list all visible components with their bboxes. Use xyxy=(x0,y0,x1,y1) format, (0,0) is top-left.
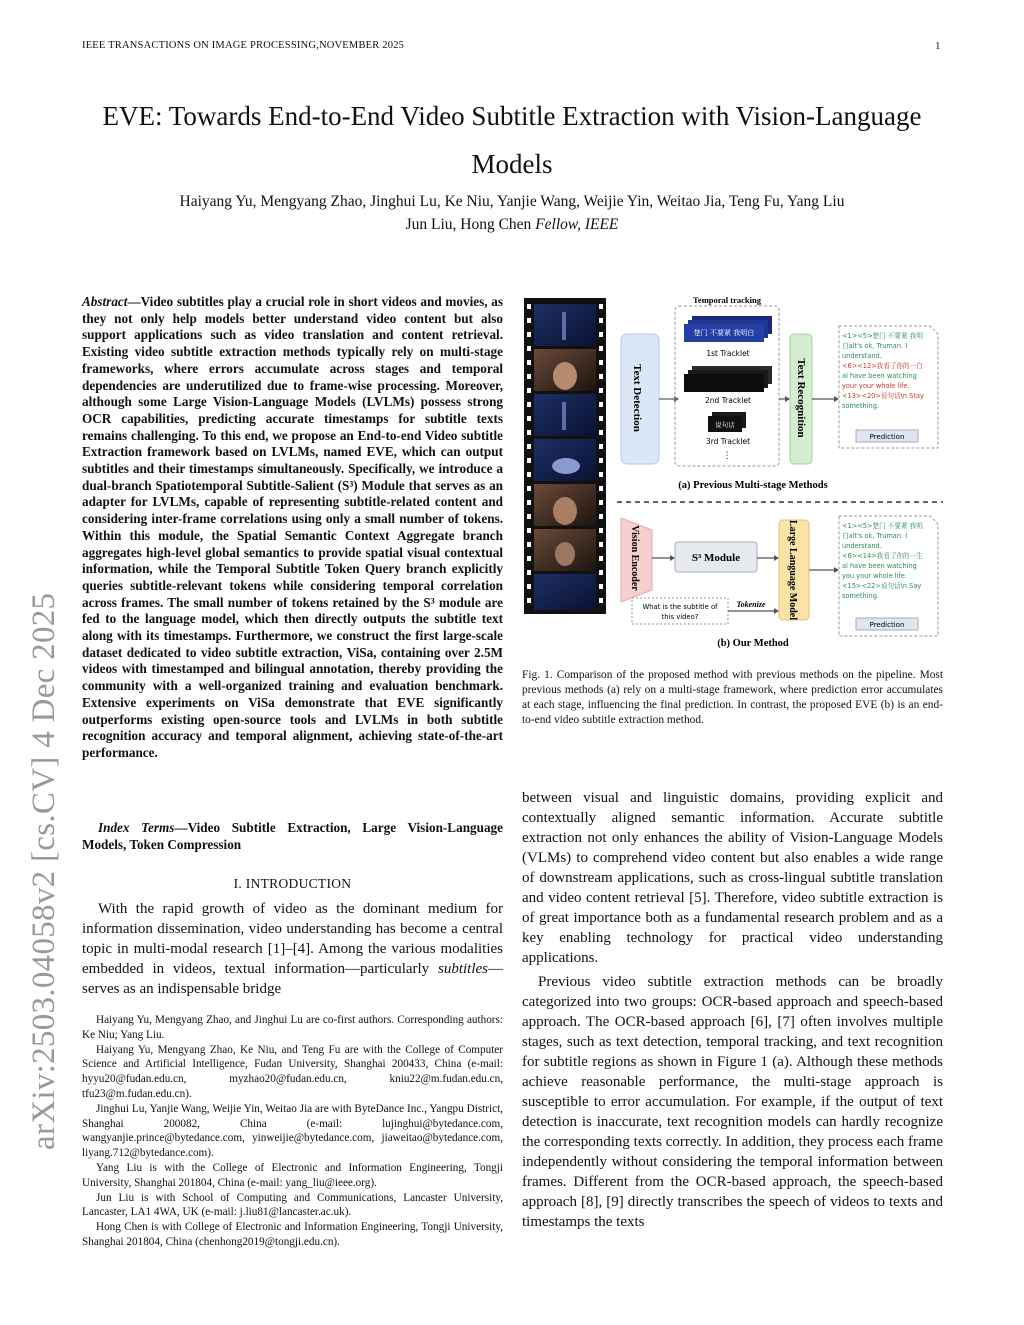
right-column-paragraph-1: between visual and linguistic domains, providing explicit and contextually aligned semantic information. Accurate subtitle extraction not only enhances the ability of Vision-Language Models (VLMs) to comprehend video content but also enables a wide range of downstream applications, such as cross-lingual subtitle translation and video content retrieval [5]. Therefore, video subtitle extraction is of great importance both as a fundamental research problem and as a key enabling technology for practical video understanding applications. xyxy=(522,790,943,966)
abstract-label: Abstract xyxy=(82,294,128,309)
svg-text:something.: something. xyxy=(842,592,880,600)
text-recognition-label: Text Recognition xyxy=(795,358,807,438)
ellipsis: ⋮ xyxy=(722,451,732,461)
tracklet-2-label: 2nd Tracklet xyxy=(705,396,751,405)
index-terms-label: Index Terms xyxy=(98,820,175,835)
llm-label: Large Language Model xyxy=(787,520,798,620)
footnote: Jinghui Lu, Yanjie Wang, Weijie Yin, Weitao Jia are with ByteDance Inc., Yangpu District, Shanghai 200082, China (e-mail: lujinghui@bytedance.com, wangyanjie.prince@bytedance.com, yinweijie@bytedance.com, jiaweitao@bytedance.com, liyang.712@bytedance.com). xyxy=(82,1102,503,1160)
abstract-text: Video subtitles play a crucial role in short videos and movies, as they not only help models better understand video content but also support applications such as video translation and content retrieval. Existing video subtitle extraction methods typically rely on multi-stage frameworks, where errors accumulate across stages and temporal dependencies are underutilized due to frame-wise processing. Moreover, although some Large Vision-Language Models (LVLMs) possess strong OCR capabilities, predicting accurate timestamps for subtitle texts remains challenging. To this end, we propose an End-to-end Video subtitle Extraction framework based on LVLMs, named EVE, which can output subtitles and their timestamps simultaneously. Specifically, we introduce a dual-branch Spatiotemporal Subtitle-Salient (S³) Module that serves as an adapter for LVLMs, capable of representing subtitle-related content and considering inter-frame correlations using only a small number of tokens. Within this module, the Spatial Semantic Context Aggregate branch aggregates high-level global semantics to provide spatial visual contextual information, while the Temporal Subtitle Token Query branch explicitly queries subtitle-relevant tokens while considering temporal correlation across frames. The small number of tokens retained by the S³ module are fed to the language model, which then directly outputs the subtitle text along with its timestamps. Furthermore, we construct the first large-scale dataset dedicated to video subtitle extraction, ViSa, containing over 2.5M videos with timestamped and bilingual annotation, thereby providing the community with a well-organized training and evaluation benchmark. Extensive experiments on ViSa demonstrate that EVE significantly outperforms existing open-source tools and LVLMs in both subtitle recognition accuracy and temporal alignment, achieving state-of-the-art performance. xyxy=(82,294,503,760)
right-column-paragraph-2: Previous video subtitle extraction methods can be broadly categorized into two groups: OCR-based approach and speech-based approach. The OCR-based approach [6], [7] often involves multiple stages, such as text detection, temporal tracking, and text recognition for subtitle regions as shown in Figure 1 (a). Although these methods achieve reasonable performance, the multi-stage approach is susceptible to error accumulation. For example, if the output of text detection is inaccurate, text recognition models can hardly recognize the corresponding texts correctly. In addition, they process each frame independently without considering the temporal information between frames. Different from the OCR-based approach, the speech-based approach [8], [9] directly transcribes the speech of videos to texts and timestamps the texts xyxy=(522,974,943,1230)
fellow-title: Fellow, IEEE xyxy=(535,216,619,233)
svg-text:<6><14>我看了你的一生: <6><14>我看了你的一生 xyxy=(842,552,923,560)
s3-module-label: S³ Module xyxy=(691,552,741,564)
svg-text:understand.: understand. xyxy=(842,542,882,550)
svg-text:<13><20>说句话\n Stay: <13><20>说句话\n Stay xyxy=(842,392,924,400)
index-terms: Index Terms—Video Subtitle Extraction, Large Vision-Language Models, Token Compression xyxy=(82,820,503,852)
question-text: What is the subtitle of xyxy=(642,603,718,611)
svg-text:楚门 不要紧 我明白: 楚门 不要紧 我明白 xyxy=(693,329,755,337)
abstract: Abstract—Video subtitles play a crucial role in short videos and movies, as they not only help models better understand video content but also support applications such as video translation and content retrieval. Existing video subtitle extraction methods typically rely on multi-stage frameworks, where errors accumulate across stages and temporal dependencies are underutilized due to frame-wise processing. Moreover, although some Large Vision-Language Models (LVLMs) possess strong OCR capabilities, predicting accurate timestamps for subtitle texts remains challenging. To this end, we propose an End-to-end Video subtitle Extraction framework based on LVLMs, named EVE, which can output subtitles and their timestamps simultaneously. Specifically, we introduce a dual-branch Spatiotemporal Subtitle-Salient (S³) Module that serves as an adapter for LVLMs, capable of representing subtitle-related content and considering inter-frame correlations using only a small number of tokens. Within this module, the Spatial Semantic Context Aggregate branch aggregates high-level global semantics to provide spatial visual contextual information, while the Temporal Subtitle Token Query branch explicitly queries subtitle-relevant tokens while considering temporal correlation across frames. The small number of tokens retained by the S³ module are fed to the language model, which then directly outputs the subtitle text along with its timestamps. Furthermore, we construct the first large-scale dataset dedicated to video subtitle extraction, ViSa, containing over 2.5M videos with timestamped and bilingual annotation, thereby providing the community with a well-organized training and evaluation benchmark. Extensive experiments on ViSa demonstrate that EVE significantly outperforms existing open-source tools and LVLMs in both subtitle recognition accuracy and temporal alignment, achieving state-of-the-art performance. xyxy=(82,294,503,760)
caption-a: (a) Previous Multi-stage Methods xyxy=(678,480,828,491)
tracklet-3 xyxy=(708,412,746,432)
prediction-card-a xyxy=(839,326,938,448)
film-strip xyxy=(524,298,606,614)
prediction-label-b: Prediction xyxy=(869,621,905,629)
text-detection-label: Text Detection xyxy=(631,364,643,432)
subtitles-emphasis: subtitles xyxy=(437,961,488,977)
figure-1 xyxy=(522,296,943,656)
tokenize-label: Tokenize xyxy=(736,600,766,609)
footnotes xyxy=(82,1013,503,1250)
authors-line-1: Haiyang Yu, Mengyang Zhao, Jinghui Lu, Ke Niu, Yanjie Wang, Weijie Yin, Weitao Jia, Teng Fu, Yang Liu xyxy=(179,193,845,210)
section-heading-introduction: I. INTRODUCTION xyxy=(233,876,352,891)
svg-text:al have been watching: al have been watching xyxy=(842,562,917,570)
svg-text:understand.: understand. xyxy=(842,352,882,360)
tracklet-1 xyxy=(684,316,772,342)
svg-text:<1><5>楚门 不要紧 我明: <1><5>楚门 不要紧 我明 xyxy=(842,332,923,340)
caption-b: (b) Our Method xyxy=(717,638,789,649)
svg-text:白alt's ok, Truman. I: 白alt's ok, Truman. I xyxy=(842,342,908,350)
svg-text:说句话: 说句话 xyxy=(715,421,735,429)
svg-text:<1><5>楚门 不要紧 我明: <1><5>楚门 不要紧 我明 xyxy=(842,522,923,530)
temporal-tracking-label: Temporal tracking xyxy=(693,296,761,305)
question-text: this video? xyxy=(661,613,699,621)
footnote: Hong Chen is with College of Electronic and Information Engineering, Tongji University, Shanghai 201804, China (chenhong2019@tongji.edu.cn). xyxy=(82,1221,503,1248)
footnote: Yang Liu is with the College of Electronic and Information Engineering, Tongji University, Shanghai 201804, China (e-mail: yang_liu@ieee.org). xyxy=(82,1161,503,1189)
page-number: 1 xyxy=(935,40,941,52)
vision-encoder-label: Vision Encoder xyxy=(629,525,640,591)
intro-paragraph: With the rapid growth of video as the dominant medium for information dissemination, video understanding has become a central topic in multi-modal research [1]–[4]. Among the various modalities embedded in videos, textual information—particularly subtitles—serves as an indispensable bridge xyxy=(82,901,503,997)
authors-line-2: Jun Liu, Hong Chen Fellow, IEEE xyxy=(405,216,619,233)
prediction-card-b xyxy=(839,516,938,636)
tracklet-3-label: 3rd Tracklet xyxy=(705,437,751,446)
arxiv-side-stamp: arXiv:2503.04058v2 [cs.CV] 4 Dec 2025 xyxy=(26,592,62,1150)
running-header: IEEE TRANSACTIONS ON IMAGE PROCESSING,NOVEMBER 2025 xyxy=(82,40,405,51)
svg-text:you your whole life.: you your whole life. xyxy=(842,572,907,580)
index-terms-text: Video Subtitle Extraction, Large Vision-Language Models, Token Compression xyxy=(82,820,503,852)
svg-text:something.: something. xyxy=(842,402,880,410)
svg-text:al have been watching: al have been watching xyxy=(842,372,917,380)
footnote: Haiyang Yu, Mengyang Zhao, and Jinghui Lu are co-first authors. Corresponding authors: Ke Niu; Yang Liu. xyxy=(82,1014,503,1041)
svg-text:<15><22>说句话\n Say: <15><22>说句话\n Say xyxy=(842,582,922,590)
tracklet-1-label: 1st Tracklet xyxy=(706,349,750,358)
svg-text:your your whole life.: your your whole life. xyxy=(842,382,910,390)
tracklet-2 xyxy=(684,366,772,392)
author-list xyxy=(82,190,942,236)
footnote: Haiyang Yu, Mengyang Zhao, Ke Niu, and Teng Fu are with the College of Computer Science and Artificial Intelligence, Fudan University, Shanghai 200433, China (e-mail: hyyu20@fudan.edu.cn, myzhao20@fudan.edu.cn, kniu22@m.fudan.edu.cn, tfu23@m.fudan.edu.cn). xyxy=(82,1043,503,1100)
paper-title: EVE: Towards End-to-End Video Subtitle Extraction with Vision-Language Models xyxy=(102,101,922,179)
svg-text:<6><12>我看了你的一白: <6><12>我看了你的一白 xyxy=(842,362,923,370)
svg-text:白alt's ok, Truman. I: 白alt's ok, Truman. I xyxy=(842,532,908,540)
footnote: Jun Liu is with School of Computing and Communications, Lancaster University, Lancaster, LA1 4WA, UK (e-mail: j.liu81@lancaster.ac.uk). xyxy=(82,1191,503,1219)
figure-caption: Fig. 1. Comparison of the proposed method with previous methods on the pipeline. Most previous methods (a) rely on a multi-stage framework, where prediction error accumulates at each stage, influencing the final prediction. In contrast, the proposed EVE (b) is an end-to-end video subtitle extraction method. xyxy=(522,669,943,726)
prediction-label-a: Prediction xyxy=(869,433,905,441)
